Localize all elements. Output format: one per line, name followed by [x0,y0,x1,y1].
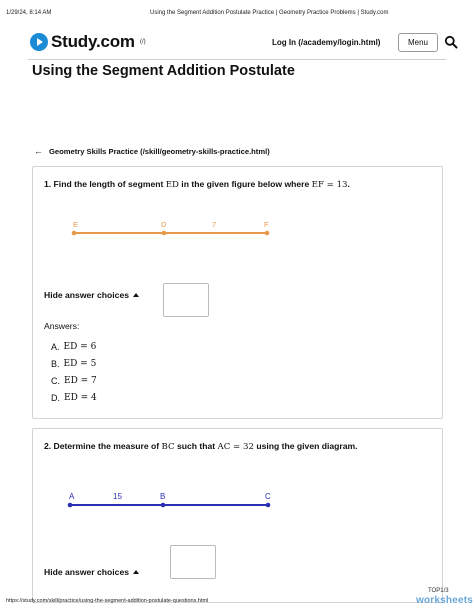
print-date: 1/29/24, 8:14 AM [6,10,52,16]
point-b [161,503,166,508]
logo-text: Study.com [51,32,135,51]
print-header [0,10,474,20]
point-c [266,503,271,508]
label-b: B [160,492,166,501]
label-length-ab: 15 [113,492,122,501]
page-title: Using the Segment Addition Postulate [32,63,295,79]
hide-answer-choices-label: Hide answer choices [44,567,130,577]
point-e [72,231,77,236]
choice-letter: B. [51,359,60,369]
play-icon [30,33,48,51]
breadcrumb-label: Geometry Skills Practice (/skill/geometry-skills-practice.html) [49,146,270,156]
print-title: Using the Segment Addition Postulate Practice | Geometry Practice Problems | Study.com [150,10,389,16]
caret-up-icon [133,293,139,297]
menu-button[interactable]: Menu [398,33,438,52]
answers-label: Answers: [44,321,80,331]
site-header [30,30,450,56]
label-a: A [69,492,75,501]
question-1-math-given: EF = 13 [311,180,348,190]
worksheets-watermark: worksheets [416,595,474,606]
choice-letter: A. [51,342,60,352]
question-2-figure [33,487,444,511]
question-1-middle: in the given figure below where [178,179,312,189]
hide-answer-choices-1[interactable] [44,290,139,300]
question-2-math-segment: BC [161,442,175,452]
label-f: F [264,220,269,229]
back-arrow-icon: ← [34,146,43,156]
label-c: C [265,492,271,501]
question-card-2 [32,428,443,603]
label-d: D [161,220,167,229]
hide-answer-choices-label: Hide answer choices [44,290,130,300]
breadcrumb[interactable] [34,146,270,156]
choice-math: ED = 6 [63,342,97,352]
question-card-1 [32,166,443,419]
point-a [68,503,73,508]
point-f [265,231,270,236]
hide-answer-choices-2[interactable] [44,567,139,577]
question-2-math-given: AC = 32 [217,442,254,452]
top-link-label: TOP [428,588,441,594]
question-2-suffix: using the given diagram. [253,441,358,451]
question-1-prefix: 1. Find the length of segment [44,179,166,189]
choice-math: ED = 4 [64,393,97,403]
label-length-df: 7 [212,220,217,229]
question-2-text [44,441,358,452]
answer-choice-a[interactable] [51,342,96,352]
answer-choice-d[interactable] [51,393,97,403]
question-1-math-segment: ED [165,180,179,190]
search-icon[interactable] [444,35,458,49]
label-e: E [73,220,79,229]
login-link[interactable]: Log In (/academy/login.html) [272,38,381,47]
question-1-text [44,179,350,190]
caret-up-icon [133,570,139,574]
answer-choice-b[interactable] [51,359,96,369]
study-logo[interactable] [30,32,135,52]
header-divider [28,59,446,60]
page-number: 1/3 [440,588,449,594]
answer-input-box-2[interactable] [170,545,216,579]
footer-url: https://study.com/skill/practice/using-the-segment-addition-postulate-questions.html [6,598,209,604]
question-1-suffix: . [347,179,350,189]
choice-letter: D. [51,393,60,403]
question-2-middle: such that [174,441,218,451]
top-link[interactable] [428,588,449,594]
choice-math: ED = 5 [63,359,97,369]
choice-math: ED = 7 [64,376,97,386]
question-1-figure [33,215,444,245]
choice-letter: C. [51,376,60,386]
point-d [162,231,167,236]
question-2-prefix: 2. Determine the measure of [44,441,162,451]
logo-link[interactable]: (/) [140,39,146,45]
answer-choice-c[interactable] [51,376,97,386]
answer-input-box-1[interactable] [163,283,209,317]
